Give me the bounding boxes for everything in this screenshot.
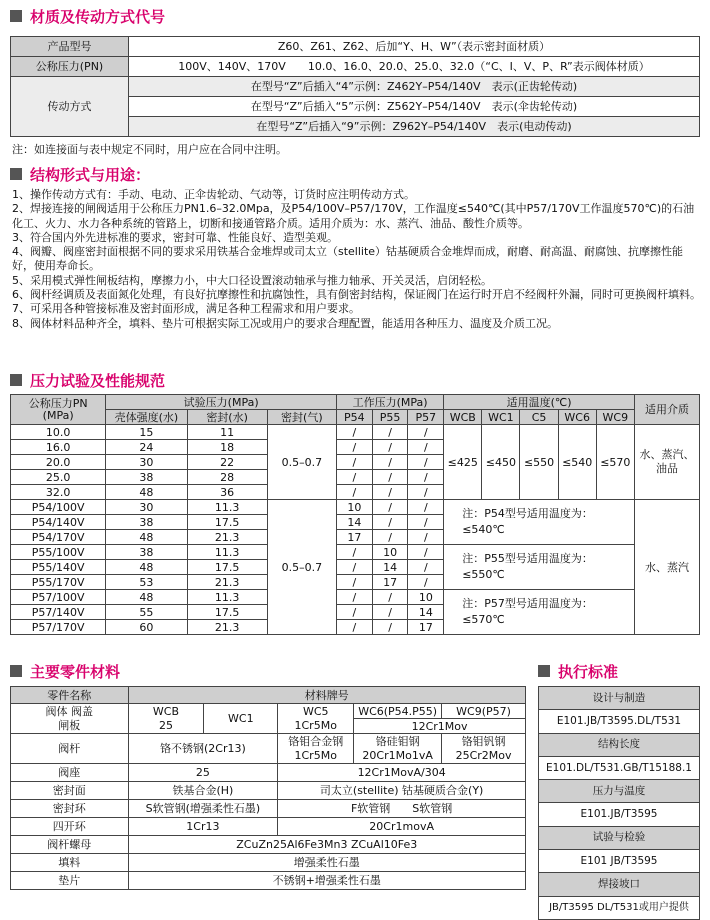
pn-cell: P55/170V — [11, 575, 106, 590]
label-model: 产品型号 — [11, 37, 129, 57]
pressure-table — [10, 394, 700, 635]
note-line: ≤570℃ — [462, 613, 505, 626]
p54-cell: 14 — [337, 515, 373, 530]
medium-cell: 水、蒸汽 — [634, 500, 699, 635]
material-ring-a: S软管钢(增强柔性石墨) — [128, 800, 278, 818]
seal-cell: 21.3 — [187, 620, 267, 635]
shell-cell: 30 — [106, 500, 187, 515]
list-item: 4、阀瓣、阀座密封面根据不同的要求采用铁基合金堆焊或司太立（stellite）钴基硬质合金堆焊而成，耐磨、耐高温、耐腐蚀、抗摩擦性能好，使用寿命长。 — [12, 245, 684, 273]
material-wcb — [128, 704, 204, 734]
seal-cell: 17.5 — [187, 515, 267, 530]
standard-category: 焊接坡口 — [539, 873, 700, 896]
p54-cell: / — [337, 425, 373, 440]
part-split-ring: 四开环 — [11, 818, 129, 836]
pn-cell: P57/170V — [11, 620, 106, 635]
pn-cell: P54/170V — [11, 530, 106, 545]
shell-cell: 53 — [106, 575, 187, 590]
p55-cell: / — [372, 515, 408, 530]
square-bullet-icon — [10, 168, 22, 180]
header-c5: C5 — [520, 410, 558, 425]
standard-category: 设计与制造 — [539, 687, 700, 710]
section-header-materials — [10, 5, 165, 27]
material-text: 20Cr1Mo1vA — [362, 748, 433, 762]
shell-cell: 60 — [106, 620, 187, 635]
p55-cell: 14 — [372, 560, 408, 575]
header-pn — [11, 395, 106, 425]
p54-cell: 17 — [337, 530, 373, 545]
list-item: 5、采用模式弹性闸板结构，摩擦力小，中大口径设置滚动轴承与推力轴承、开关灵活，启闭轻松。 — [12, 273, 492, 287]
p57-cell: 14 — [408, 605, 444, 620]
material-text: 1Cr5Mo — [294, 748, 337, 762]
header-shell: 壳体强度(水) — [106, 410, 187, 425]
shell-cell: 15 — [106, 425, 187, 440]
material-wc1: WC1 — [204, 704, 278, 734]
note-line: ≤550℃ — [462, 568, 505, 581]
shell-cell: 48 — [106, 590, 187, 605]
standard-category: 压力与温度 — [539, 780, 700, 803]
shell-cell: 38 — [106, 515, 187, 530]
header-p55: P55 — [372, 410, 408, 425]
section-title: 结构形式与用途： — [30, 165, 151, 184]
note-line: ≤540℃ — [462, 523, 505, 536]
part-name: 闸板 — [58, 718, 81, 732]
p57-cell: 10 — [408, 590, 444, 605]
list-item: 1、操作传动方式有：手动、电动、正伞齿轮动、气动等，订货时应注明传动方式。 — [12, 188, 415, 201]
header-test: 试验压力(MPa) — [106, 395, 337, 410]
material-stem-b — [278, 734, 354, 764]
p55-cell: / — [372, 425, 408, 440]
standard-value: E101 JB/T3595 — [539, 850, 700, 873]
material-wc5 — [278, 704, 354, 734]
part-stem: 阀杆 — [11, 734, 129, 764]
material-face-b: 司太立(stellite) 钴基硬质合金(Y) — [278, 782, 526, 800]
section-title: 压力试验及性能规范 — [30, 371, 166, 390]
p57-cell: / — [408, 530, 444, 545]
value-pressure: 100V、140V、170V 10.0、16.0、20.0、25.0、32.0（“C、I、V、P、R”表示阀体材质） — [129, 57, 700, 77]
header-wcb: WCB — [444, 410, 482, 425]
shell-cell: 38 — [106, 545, 187, 560]
material-stem-c — [354, 734, 442, 764]
pn-cell: P57/100V — [11, 590, 106, 605]
pn-cell: 32.0 — [11, 485, 106, 500]
shell-cell: 38 — [106, 470, 187, 485]
p57-cell: 17 — [408, 620, 444, 635]
material-text: 25Cr2Mov — [455, 748, 512, 762]
structure-list — [12, 188, 702, 331]
p55-cell: / — [372, 440, 408, 455]
transmission-item: 在型号“Z”后插入“9”示例：Z962Y–P54/140V 表示(电动传动) — [129, 117, 700, 137]
list-item: 8、阀体材料品种齐全，填料、垫片可根据实际工况或用户的要求合理配置，能适用各种压力、温度及介质工况。 — [12, 316, 558, 330]
header-seal-air: 密封(气) — [267, 410, 336, 425]
square-bullet-icon — [10, 374, 22, 386]
air-seal-cell: 0.5–0.7 — [267, 500, 336, 635]
header-material: 材料牌号 — [128, 687, 525, 704]
pn-cell: P55/100V — [11, 545, 106, 560]
p54-cell: / — [337, 470, 373, 485]
transmission-item: 在型号“Z”后插入“5”示例：Z562Y–P54/140V 表示(伞齿轮传动) — [129, 97, 700, 117]
part-seal-ring: 密封环 — [11, 800, 129, 818]
material-seat-a: 25 — [128, 764, 278, 782]
p55-cell: / — [372, 500, 408, 515]
p54-cell: / — [337, 560, 373, 575]
shell-cell: 48 — [106, 560, 187, 575]
shell-cell: 30 — [106, 455, 187, 470]
p55-cell: 10 — [372, 545, 408, 560]
p54-cell: / — [337, 620, 373, 635]
header-p57: P57 — [408, 410, 444, 425]
p54-cell: / — [337, 440, 373, 455]
seal-cell: 11.3 — [187, 590, 267, 605]
part-packing: 填料 — [11, 854, 129, 872]
p54-cell: / — [337, 590, 373, 605]
shell-cell: 48 — [106, 485, 187, 500]
p55-cell: / — [372, 590, 408, 605]
standards-table — [538, 686, 700, 920]
seal-cell: 21.3 — [187, 575, 267, 590]
square-bullet-icon — [538, 665, 550, 677]
standard-value: E101.DL/T531.GB/T15188.1 — [539, 756, 700, 779]
note-line: 注：P55型号适用温度为： — [462, 552, 593, 565]
p57-cell: / — [408, 485, 444, 500]
pn-cell: P54/100V — [11, 500, 106, 515]
material-gasket: 不锈钢+增强柔性石墨 — [128, 872, 525, 890]
header-p54: P54 — [337, 410, 373, 425]
seal-cell: 28 — [187, 470, 267, 485]
header-wc1: WC1 — [482, 410, 520, 425]
standard-category: 结构长度 — [539, 733, 700, 756]
note-line: 注：P54型号适用温度为： — [462, 507, 593, 520]
p57-cell: / — [408, 440, 444, 455]
material-packing: 增强柔性石墨 — [128, 854, 525, 872]
seal-cell: 11 — [187, 425, 267, 440]
temp-c5: ≤550 — [520, 425, 558, 500]
seal-cell: 18 — [187, 440, 267, 455]
shell-cell: 55 — [106, 605, 187, 620]
standard-value: E101.JB/T3595 — [539, 803, 700, 826]
header-temp: 适用温度(℃) — [444, 395, 635, 410]
label-pressure: 公称压力(PN) — [11, 57, 129, 77]
p57-cell: / — [408, 545, 444, 560]
square-bullet-icon — [10, 10, 22, 22]
material-wc9: WC9(P57) — [442, 704, 526, 719]
standard-value: E101.JB/T3595.DL/T531 — [539, 710, 700, 733]
material-stem-d — [442, 734, 526, 764]
p55-cell: / — [372, 530, 408, 545]
p57-cell: / — [408, 470, 444, 485]
note-p57 — [444, 590, 635, 635]
label-transmission: 传动方式 — [11, 77, 129, 137]
p54-cell: / — [337, 575, 373, 590]
value-model: Z60、Z61、Z62、后加“Y、H、W”（表示密封面材质） — [129, 37, 700, 57]
p55-cell: 17 — [372, 575, 408, 590]
header-pn-unit: (MPa) — [42, 408, 74, 422]
header-seal-water: 密封(水) — [187, 410, 267, 425]
parts-table — [10, 686, 526, 890]
material-text: WCB — [152, 704, 179, 718]
material-text: 铬钼钒钢 — [461, 734, 506, 748]
p55-cell: / — [372, 605, 408, 620]
p54-cell: 10 — [337, 500, 373, 515]
p54-cell: / — [337, 485, 373, 500]
section-title: 主要零件材料 — [30, 662, 121, 681]
seal-cell: 21.3 — [187, 530, 267, 545]
part-gasket: 垫片 — [11, 872, 129, 890]
p54-cell: / — [337, 455, 373, 470]
seal-cell: 36 — [187, 485, 267, 500]
transmission-item: 在型号“Z”后插入“4”示例：Z462Y–P54/140V 表示(正齿轮传动) — [129, 77, 700, 97]
header-work: 工作压力(MPa) — [337, 395, 444, 410]
note-p54 — [444, 500, 635, 545]
p55-cell: / — [372, 620, 408, 635]
material-face-a: 铁基合金(H) — [128, 782, 278, 800]
material-seat-b: 12Cr1MovA/304 — [278, 764, 526, 782]
section-header-pressure — [10, 369, 165, 391]
part-seal-face: 密封面 — [11, 782, 129, 800]
material-text: 1Cr5Mo — [294, 718, 337, 732]
material-stem-a: 铬不锈钢(2Cr13) — [128, 734, 278, 764]
standard-category: 试验与检验 — [539, 826, 700, 849]
pn-cell: P57/140V — [11, 605, 106, 620]
p57-cell: / — [408, 560, 444, 575]
section-title: 执行标准 — [558, 662, 619, 681]
material-text: WC5 — [302, 704, 329, 718]
list-item: 3、符合国内外先进标准的要求，密封可靠、性能良好、造型美观。 — [12, 230, 338, 244]
header-part-name: 零件名称 — [11, 687, 129, 704]
temp-wc6: ≤540 — [558, 425, 596, 500]
note-p55 — [444, 545, 635, 590]
shell-cell: 24 — [106, 440, 187, 455]
part-name: 阀体 阀盖 — [45, 704, 93, 718]
seal-cell: 11.3 — [187, 545, 267, 560]
list-item: 6、阀杆经调质及表面氮化处理，有良好抗摩擦性和抗腐蚀性，具有倒密封结构，保证阀门在运行时开启不经阀杆外漏，同时可更换阀杆填料。 — [12, 288, 701, 302]
pn-cell: 16.0 — [11, 440, 106, 455]
pn-cell: P54/140V — [11, 515, 106, 530]
air-seal-cell: 0.5–0.7 — [267, 425, 336, 500]
section-title: 材质及传动方式代号 — [30, 7, 166, 26]
part-body — [11, 704, 129, 734]
shell-cell: 48 — [106, 530, 187, 545]
pn-cell: P55/140V — [11, 560, 106, 575]
seal-cell: 11.3 — [187, 500, 267, 515]
section-header-standards — [538, 660, 618, 682]
p57-cell: / — [408, 425, 444, 440]
p55-cell: / — [372, 455, 408, 470]
material-ring-b: F软管钢 S软管钢 — [278, 800, 526, 818]
material-text: 25 — [158, 718, 173, 732]
materials-table — [10, 36, 700, 137]
p55-cell: / — [372, 485, 408, 500]
header-wc9: WC9 — [596, 410, 634, 425]
section-header-structure — [10, 163, 150, 185]
square-bullet-icon — [10, 665, 22, 677]
header-wc6: WC6 — [558, 410, 596, 425]
pn-cell: 25.0 — [11, 470, 106, 485]
section-header-parts — [10, 660, 120, 682]
part-seat: 阀座 — [11, 764, 129, 782]
temp-wcb: ≤425 — [444, 425, 482, 500]
p55-cell: / — [372, 470, 408, 485]
p57-cell: / — [408, 500, 444, 515]
list-item: 7、可采用各种管接标准及密封面形成，满足各种工程需求和用户要求。 — [12, 302, 360, 316]
p57-cell: / — [408, 575, 444, 590]
seal-cell: 17.5 — [187, 605, 267, 620]
temp-wc9: ≤570 — [596, 425, 634, 500]
header-pn-text: 公称压力PN — [28, 396, 88, 410]
list-item: 2、焊接连接的闸阀适用于公称压力PN1.6–32.0Mpa，及P54/100V–P57/170V，工作温度≤540℃(其中P57/170V工作温度570℃)的石油化工、火力、水力各种系统的管路上，切断和接通管路介质。适用介质为：水、蒸汽、油品、酸性介质等。 — [12, 202, 695, 230]
p54-cell: / — [337, 605, 373, 620]
pn-cell: 20.0 — [11, 455, 106, 470]
part-stem-nut: 阀杆螺母 — [11, 836, 129, 854]
medium-cell: 水、蒸汽、油品 — [634, 425, 699, 500]
material-four-a: 1Cr13 — [128, 818, 278, 836]
materials-note: 注：如连接面与表中规定不同时，用户应在合同中注明。 — [12, 143, 287, 156]
seal-cell: 17.5 — [187, 560, 267, 575]
material-four-b: 20Cr1movA — [278, 818, 526, 836]
p57-cell: / — [408, 455, 444, 470]
seal-cell: 22 — [187, 455, 267, 470]
note-line: 注：P57型号适用温度为： — [462, 597, 593, 610]
header-medium: 适用介质 — [634, 395, 699, 425]
material-text: 铬钼合金钢 — [288, 734, 344, 748]
material-text: 铬硅钼钢 — [375, 734, 420, 748]
material-wc6: WC6(P54.P55) — [354, 704, 442, 719]
standard-value: JB/T3595 DL/T531或用户提供 — [539, 896, 700, 919]
p54-cell: / — [337, 545, 373, 560]
p57-cell: / — [408, 515, 444, 530]
material-mov: 12Cr1Mov — [354, 719, 526, 734]
pn-cell: 10.0 — [11, 425, 106, 440]
material-nut: ZCuZn25Al6Fe3Mn3 ZCuAl10Fe3 — [128, 836, 525, 854]
temp-wc1: ≤450 — [482, 425, 520, 500]
